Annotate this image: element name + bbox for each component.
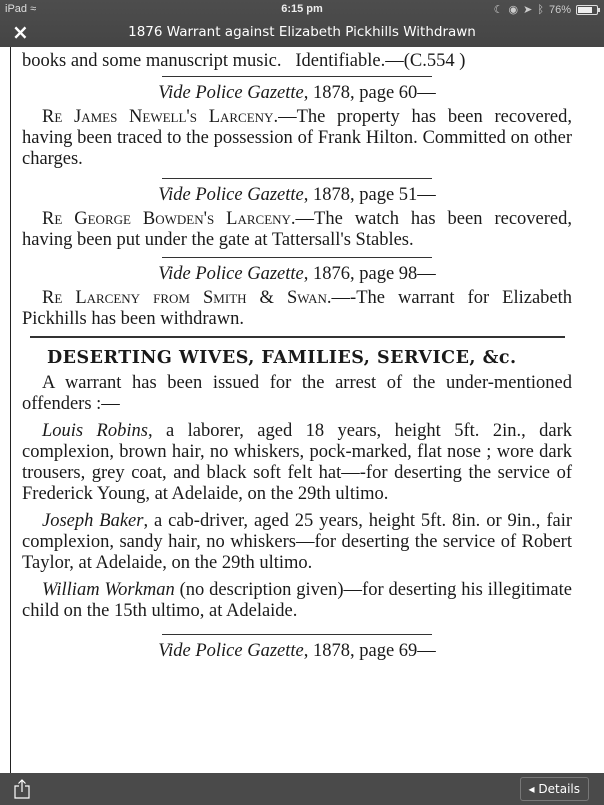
battery-fill: [578, 7, 592, 13]
offender-name: William Workman: [42, 580, 175, 600]
entry-body: —The watch has been recovered, having been put under the gate at Tattersall's Stables.: [22, 209, 572, 250]
ref-title: Vide Police Gazette: [158, 83, 304, 103]
ref-detail: , 1878, page 60—: [303, 83, 436, 103]
location-icon: ➤: [523, 4, 533, 16]
bluetooth-icon: ᛒ: [537, 3, 544, 16]
rotation-lock-icon: ◉: [508, 4, 519, 16]
offender-name: Louis Robins: [42, 421, 148, 441]
section-heading: DESERTING WIVES, FAMILIES, SERVICE, &c.: [47, 348, 517, 368]
gazette-reference: [22, 83, 572, 104]
status-icons: [494, 3, 598, 16]
ref-detail: , 1878, page 51—: [303, 185, 436, 205]
moon-icon: ☾: [493, 4, 504, 16]
offender-details: , a laborer, aged 18 years, height 5ft. 2in., dark complexion, brown hair, no whiskers, pock-marked, flat nose ; wore dark trousers, grey coat, and black soft felt hat—-for deserting the service of Frederick Young, at Adelaide, on the 29th ultimo.: [22, 421, 572, 504]
entry-paragraph: [22, 107, 572, 170]
ref-title: Vide Police Gazette: [158, 264, 304, 284]
share-icon[interactable]: [14, 779, 30, 799]
battery-percent: 76%: [548, 3, 571, 16]
entry-body: —The property has been recovered, having been traced to the possession of Frank Hilton. Committed on other charges.: [22, 107, 572, 169]
close-icon[interactable]: ×: [12, 20, 29, 44]
offender-name: Joseph Baker: [42, 511, 144, 531]
device-name: iPad: [5, 3, 28, 15]
offender-details: , a cab-driver, aged 25 years, height 5ft. 8in. or 9in., fair complexion, sandy hair, no whiskers—for deserting the service of Robert Taylor, at Adelaide, on the 29th ultimo.: [22, 511, 572, 573]
wifi-icon: ≈: [30, 3, 37, 15]
intro-paragraph: A warrant has been issued for the arrest of the under-mentioned offenders :—: [22, 373, 572, 414]
status-bar: [0, 0, 604, 18]
document-view[interactable]: [0, 47, 604, 773]
page-title: 1876 Warrant against Elizabeth Pickhills Withdrawn: [128, 24, 476, 40]
clock: 6:15 pm: [281, 3, 323, 15]
bottom-toolbar: [0, 773, 604, 805]
divider: [162, 634, 432, 635]
gazette-reference: [22, 641, 572, 662]
ref-detail: , 1878, page 69—: [303, 641, 436, 661]
entry-paragraph: [22, 288, 572, 330]
offender-details: (no description given)—for deserting his illegitimate child on the 15th ultimo, at Adelaide.: [22, 580, 572, 621]
text-line: books and some manuscript music. Identifiable.—(C.554 ): [22, 51, 466, 71]
gazette-reference: [22, 185, 572, 206]
entry-body: —-The warrant for Elizabeth Pickhills has been withdrawn.: [22, 288, 573, 329]
entry-lead: Re Larceny from Smith & Swan.: [42, 288, 332, 308]
entry-lead: Re James Newell's Larceny.: [42, 107, 279, 127]
details-button[interactable]: ◂ Details: [520, 777, 589, 801]
nav-bar: [0, 18, 604, 47]
gazette-reference: [22, 264, 572, 285]
offender-entry: [22, 511, 572, 574]
document-text: [22, 47, 572, 662]
divider: [162, 76, 432, 77]
ref-detail: , 1876, page 98—: [303, 264, 436, 284]
offender-entry: [22, 580, 572, 622]
ref-title: Vide Police Gazette: [158, 185, 304, 205]
entry-lead: Re George Bowden's Larceny.: [42, 209, 296, 229]
entry-paragraph: [22, 209, 572, 251]
top-bar: [0, 0, 604, 47]
divider: [162, 178, 432, 179]
offender-entry: [22, 421, 572, 505]
ref-title: Vide Police Gazette: [158, 641, 304, 661]
battery-icon: [576, 5, 598, 15]
section-divider: [30, 336, 565, 338]
column-border: [10, 47, 11, 773]
divider: [162, 257, 432, 258]
